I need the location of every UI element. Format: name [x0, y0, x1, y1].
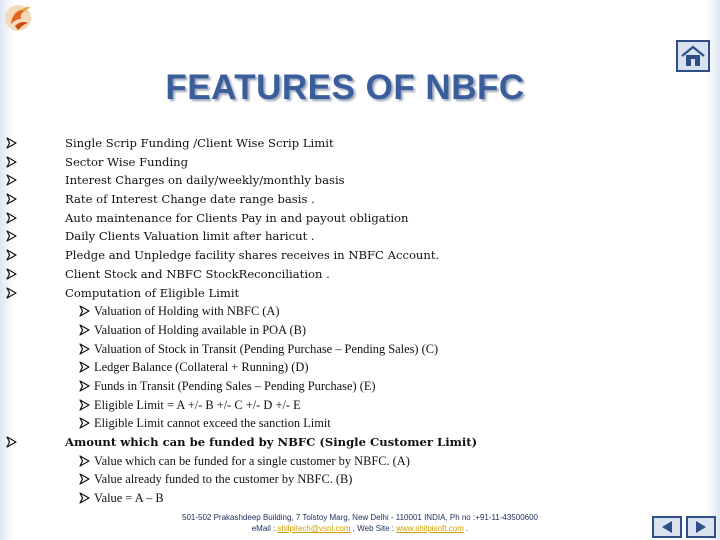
list-item-text: Rate of Interest Change date range basis .	[65, 192, 315, 207]
list-item-text: Sector Wise Funding	[65, 154, 189, 169]
arrow-bullet-icon	[6, 246, 20, 265]
list-item-text: Value already funded to the customer by NBFC. (B)	[94, 472, 353, 487]
sub-list-item	[6, 396, 706, 415]
list-item-text: Valuation of Stock in Transit (Pending Purchase – Pending Sales) (C)	[94, 341, 439, 356]
arrow-bullet-icon	[6, 153, 20, 172]
list-item	[6, 134, 706, 153]
footer-contact	[0, 523, 720, 534]
company-logo	[2, 2, 38, 36]
list-item	[6, 153, 706, 172]
list-item-text: Valuation of Holding with NBFC (A)	[94, 304, 280, 319]
arrow-bullet-icon	[79, 396, 93, 415]
arrow-bullet-icon	[6, 209, 20, 228]
sub-list-item	[6, 489, 706, 508]
arrow-bullet-icon	[79, 377, 93, 396]
list-item-text: Eligible Limit = A +/- B +/- C +/- D +/- E	[94, 397, 301, 412]
email-link[interactable]: shilpitech@vsnl.com	[277, 524, 351, 533]
list-item-text: Eligible Limit cannot exceed the sanction Limit	[94, 416, 331, 431]
sub-list-item	[6, 321, 706, 340]
home-icon	[678, 42, 708, 70]
list-item-text: Funds in Transit (Pending Sales – Pending Purchase) (E)	[94, 378, 376, 393]
arrow-bullet-icon	[79, 321, 93, 340]
slide-title: FEATURES OF NBFC	[165, 68, 525, 107]
arrow-bullet-icon	[79, 452, 93, 471]
list-item-text: Ledger Balance (Collateral + Running) (D)	[94, 360, 309, 375]
website-link[interactable]: www.shilpisoft.com	[396, 524, 464, 533]
arrow-bullet-icon	[79, 302, 93, 321]
email-label: eMail :	[251, 524, 278, 533]
arrow-bullet-icon	[6, 227, 20, 246]
footer-address: 501-502 Prakashdeep Building, 7 Tolstoy Marg, New Delhi - 110001 INDIA, Ph no :+91-11-43500600	[182, 513, 538, 522]
list-item-text: Auto maintenance for Clients Pay in and payout obligation	[65, 210, 409, 225]
list-item	[6, 433, 706, 452]
list-item	[6, 227, 706, 246]
prev-slide-button[interactable]	[652, 516, 682, 538]
arrow-bullet-icon	[6, 433, 20, 452]
arrow-bullet-icon	[6, 171, 20, 190]
list-item-text: Value which can be funded for a single customer by NBFC. (A)	[94, 453, 410, 468]
list-item	[6, 246, 706, 265]
next-slide-icon	[688, 518, 714, 536]
footer	[0, 512, 720, 534]
arrow-bullet-icon	[6, 284, 20, 303]
arrow-bullet-icon	[79, 414, 93, 433]
website-label: , Web Site :	[350, 524, 397, 533]
list-item-text: Amount which can be funded by NBFC (Single Customer Limit)	[65, 435, 478, 449]
list-item	[6, 209, 706, 228]
list-item-text: Single Scrip Funding /Client Wise Scrip Limit	[65, 136, 334, 150]
prev-slide-icon	[654, 518, 680, 536]
sub-list-item	[6, 414, 706, 433]
sub-list-item	[6, 452, 706, 471]
arrow-bullet-icon	[79, 358, 93, 377]
arrow-bullet-icon	[79, 470, 93, 489]
list-item-text: Value = A – B	[94, 491, 164, 506]
sub-list-item	[6, 340, 706, 359]
list-item	[6, 265, 706, 284]
sub-list-item	[6, 302, 706, 321]
arrow-bullet-icon	[6, 190, 20, 209]
sub-list-item	[6, 470, 706, 489]
list-item-text: Daily Clients Valuation limit after haricut .	[65, 229, 315, 244]
list-item-text: Interest Charges on daily/weekly/monthly basis	[65, 173, 345, 188]
list-item-text: Computation of Eligible Limit	[65, 285, 240, 300]
sub-list-item	[6, 377, 706, 396]
sub-list-item	[6, 358, 706, 377]
footer-end: .	[463, 524, 469, 533]
list-item-text: Pledge and Unpledge facility shares receives in NBFC Account.	[65, 248, 440, 263]
arrow-bullet-icon	[79, 489, 93, 508]
arrow-bullet-icon	[79, 340, 93, 359]
next-slide-button[interactable]	[686, 516, 716, 538]
list-item-text: Valuation of Holding available in POA (B)	[94, 322, 306, 337]
feature-list	[6, 134, 706, 508]
list-item	[6, 284, 706, 303]
arrow-bullet-icon	[6, 265, 20, 284]
list-item	[6, 190, 706, 209]
list-item	[6, 171, 706, 190]
list-item-text: Client Stock and NBFC StockReconciliation .	[65, 266, 330, 281]
arrow-bullet-icon	[6, 134, 20, 153]
